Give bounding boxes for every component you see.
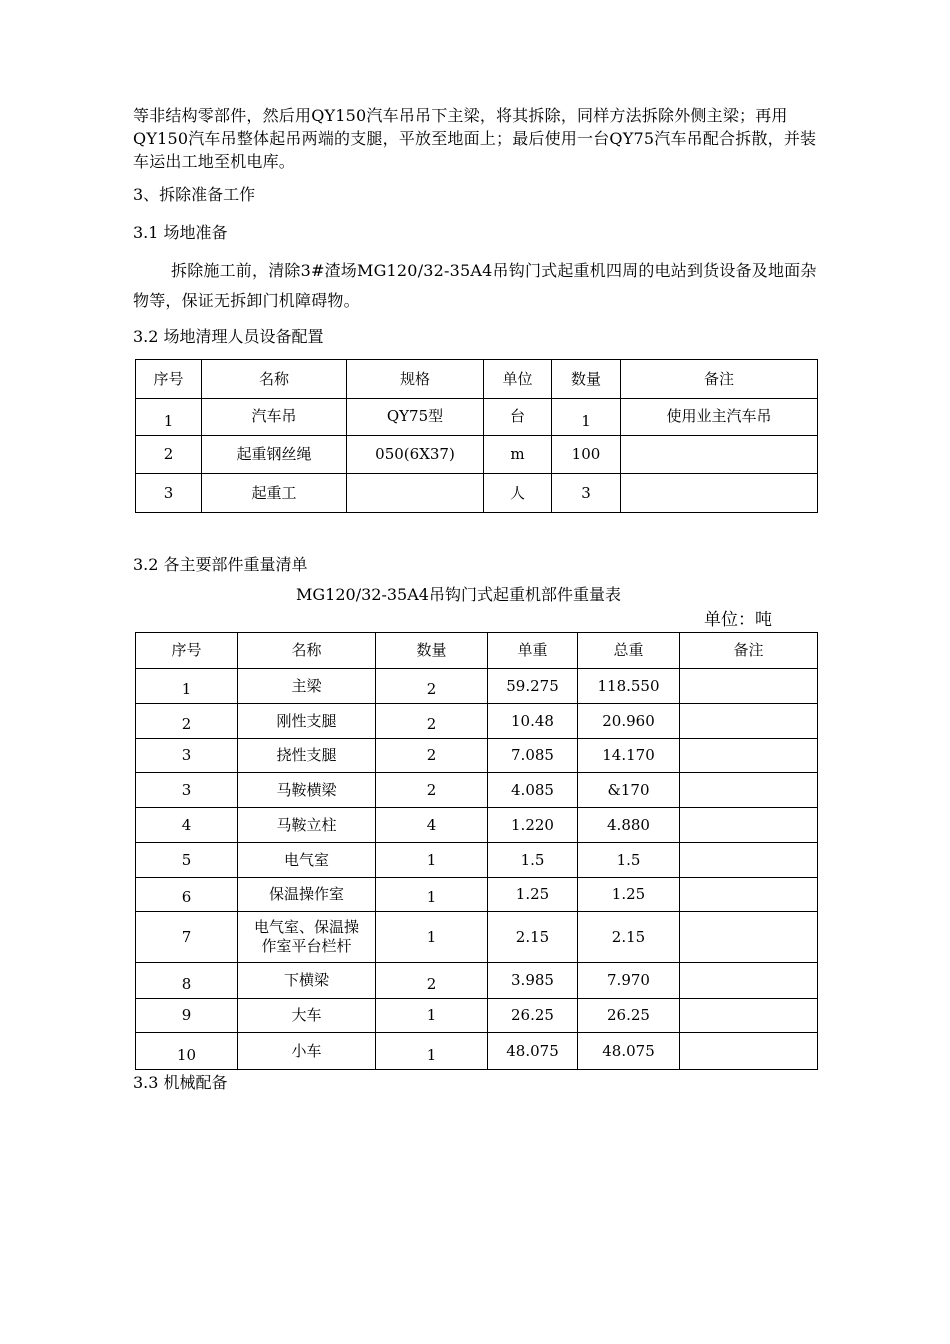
table-cell bbox=[621, 436, 818, 474]
table-cell: 4.085 bbox=[488, 773, 578, 808]
table-cell bbox=[621, 474, 818, 513]
table-cell bbox=[680, 878, 818, 912]
table-cell: 马鞍立柱 bbox=[238, 808, 376, 843]
table-cell bbox=[680, 704, 818, 739]
table-cell: 050(6X37) bbox=[347, 436, 484, 474]
weight-table-unit: 单位：吨 bbox=[704, 610, 772, 630]
table-cell: 起重钢丝绳 bbox=[202, 436, 347, 474]
table-cell: 3 bbox=[136, 739, 238, 773]
table-cell: 下横梁 bbox=[238, 963, 376, 999]
table-cell: 48.075 bbox=[488, 1033, 578, 1070]
table-row bbox=[136, 669, 818, 704]
table-cell: 挠性支腿 bbox=[238, 739, 376, 773]
table-row bbox=[136, 474, 818, 513]
table-cell: 7.970 bbox=[578, 963, 680, 999]
table-cell: 2 bbox=[136, 704, 238, 739]
table-cell: 1 bbox=[376, 1033, 488, 1070]
table-header-row bbox=[136, 360, 818, 399]
table-cell: 118.550 bbox=[578, 669, 680, 704]
table-cell: 2 bbox=[376, 739, 488, 773]
table-row bbox=[136, 704, 818, 739]
table-row bbox=[136, 773, 818, 808]
table-cell: 1 bbox=[376, 843, 488, 878]
table-cell: 2 bbox=[376, 963, 488, 999]
table-cell: 刚性支腿 bbox=[238, 704, 376, 739]
table-row bbox=[136, 1033, 818, 1070]
table-cell bbox=[680, 669, 818, 704]
table-cell: 2 bbox=[376, 704, 488, 739]
table-cell: 7 bbox=[136, 912, 238, 963]
table-cell: 20.960 bbox=[578, 704, 680, 739]
header-cell: 总重 bbox=[578, 633, 680, 669]
header-cell: 规格 bbox=[347, 360, 484, 399]
header-cell: 名称 bbox=[202, 360, 347, 399]
section-3-heading: 3、拆除准备工作 bbox=[133, 185, 256, 204]
table-cell: 14.170 bbox=[578, 739, 680, 773]
table-cell: 2.15 bbox=[578, 912, 680, 963]
section-3-3-heading: 3.3 机械配备 bbox=[133, 1073, 228, 1092]
header-cell: 数量 bbox=[552, 360, 621, 399]
table-cell: 3 bbox=[136, 474, 202, 513]
table-cell: 1 bbox=[136, 399, 202, 436]
table-row bbox=[136, 843, 818, 878]
table-cell: 1 bbox=[552, 399, 621, 436]
header-cell: 序号 bbox=[136, 360, 202, 399]
table-cell: 主梁 bbox=[238, 669, 376, 704]
table-cell bbox=[680, 912, 818, 963]
table-row bbox=[136, 878, 818, 912]
table-cell: 59.275 bbox=[488, 669, 578, 704]
table-row bbox=[136, 436, 818, 474]
table-cell: 9 bbox=[136, 999, 238, 1033]
table-cell: 4 bbox=[376, 808, 488, 843]
table-cell: 1.25 bbox=[578, 878, 680, 912]
table-cell bbox=[680, 1033, 818, 1070]
table-row bbox=[136, 999, 818, 1033]
table-cell: 人 bbox=[484, 474, 552, 513]
table-row bbox=[136, 963, 818, 999]
table-cell: 2 bbox=[376, 773, 488, 808]
table-cell: 3 bbox=[552, 474, 621, 513]
table-cell: 4.880 bbox=[578, 808, 680, 843]
table-cell bbox=[680, 999, 818, 1033]
table-cell: 小车 bbox=[238, 1033, 376, 1070]
table-cell: 1.220 bbox=[488, 808, 578, 843]
table-cell: 26.25 bbox=[578, 999, 680, 1033]
table-cell: 2 bbox=[136, 436, 202, 474]
table-cell bbox=[680, 739, 818, 773]
table-cell: 起重工 bbox=[202, 474, 347, 513]
header-cell: 单重 bbox=[488, 633, 578, 669]
table-cell: 2 bbox=[376, 669, 488, 704]
table-cell: 1 bbox=[376, 878, 488, 912]
table-cell: 1 bbox=[376, 912, 488, 963]
table-cell: 10.48 bbox=[488, 704, 578, 739]
table-cell: 3.985 bbox=[488, 963, 578, 999]
table-cell: 马鞍横梁 bbox=[238, 773, 376, 808]
table-cell: 汽车吊 bbox=[202, 399, 347, 436]
table-cell: 1 bbox=[136, 669, 238, 704]
section-3-1-paragraph: 拆除施工前，清除3#渣场MG120/32-35A4吊钩门式起重机四周的电站到货设备及地面杂物等，保证无拆卸门机障碍物。 bbox=[133, 261, 817, 310]
header-cell: 名称 bbox=[238, 633, 376, 669]
table-row bbox=[136, 912, 818, 963]
table-cell: 26.25 bbox=[488, 999, 578, 1033]
table-cell: 48.075 bbox=[578, 1033, 680, 1070]
table-cell: 台 bbox=[484, 399, 552, 436]
table-cell: 电气室 bbox=[238, 843, 376, 878]
table-cell: 3 bbox=[136, 773, 238, 808]
table-row bbox=[136, 399, 818, 436]
table-cell: QY75型 bbox=[347, 399, 484, 436]
table-cell: 4 bbox=[136, 808, 238, 843]
header-cell: 备注 bbox=[621, 360, 818, 399]
table-cell bbox=[680, 843, 818, 878]
section-3-2-heading: 3.2 场地清理人员设备配置 bbox=[133, 327, 324, 346]
table-cell bbox=[680, 773, 818, 808]
table-row bbox=[136, 739, 818, 773]
table-cell: 1.5 bbox=[488, 843, 578, 878]
header-cell: 单位 bbox=[484, 360, 552, 399]
table-cell: 大车 bbox=[238, 999, 376, 1033]
header-cell: 序号 bbox=[136, 633, 238, 669]
table-cell: 7.085 bbox=[488, 739, 578, 773]
table-cell bbox=[680, 808, 818, 843]
table-cell: 10 bbox=[136, 1033, 238, 1070]
table-cell: &170 bbox=[578, 773, 680, 808]
table-cell: 2.15 bbox=[488, 912, 578, 963]
table-row bbox=[136, 808, 818, 843]
table-cell: 使用业主汽车吊 bbox=[621, 399, 818, 436]
header-cell: 备注 bbox=[680, 633, 818, 669]
table-cell: 电气室、保温操作室平台栏杆 bbox=[238, 912, 376, 963]
weight-table-title: MG120/32-35A4吊钩门式起重机部件重量表 bbox=[296, 585, 621, 604]
table-cell: 100 bbox=[552, 436, 621, 474]
table-cell bbox=[347, 474, 484, 513]
table-cell bbox=[680, 963, 818, 999]
table-cell: 保温操作室 bbox=[238, 878, 376, 912]
section-3-1-heading: 3.1 场地准备 bbox=[133, 223, 228, 242]
intro-paragraph: 等非结构零部件，然后用QY150汽车吊吊下主梁，将其拆除，同样方法拆除外侧主梁；再用QY150汽车吊整体起吊两端的支腿，平放至地面上；最后使用一台QY75汽车吊配合拆散，并装车运出工地至机电库。 bbox=[133, 106, 817, 171]
table-header-row bbox=[136, 633, 818, 669]
table-cell: 1.5 bbox=[578, 843, 680, 878]
table-cell: 6 bbox=[136, 878, 238, 912]
header-cell: 数量 bbox=[376, 633, 488, 669]
component-weight-table bbox=[135, 632, 818, 1070]
table-cell: 1.25 bbox=[488, 878, 578, 912]
table-cell: 5 bbox=[136, 843, 238, 878]
table-cell: 1 bbox=[376, 999, 488, 1033]
table-cell: m bbox=[484, 436, 552, 474]
section-3-2b-heading: 3.2 各主要部件重量清单 bbox=[133, 555, 308, 574]
table-cell: 8 bbox=[136, 963, 238, 999]
personnel-equipment-table bbox=[135, 359, 818, 513]
